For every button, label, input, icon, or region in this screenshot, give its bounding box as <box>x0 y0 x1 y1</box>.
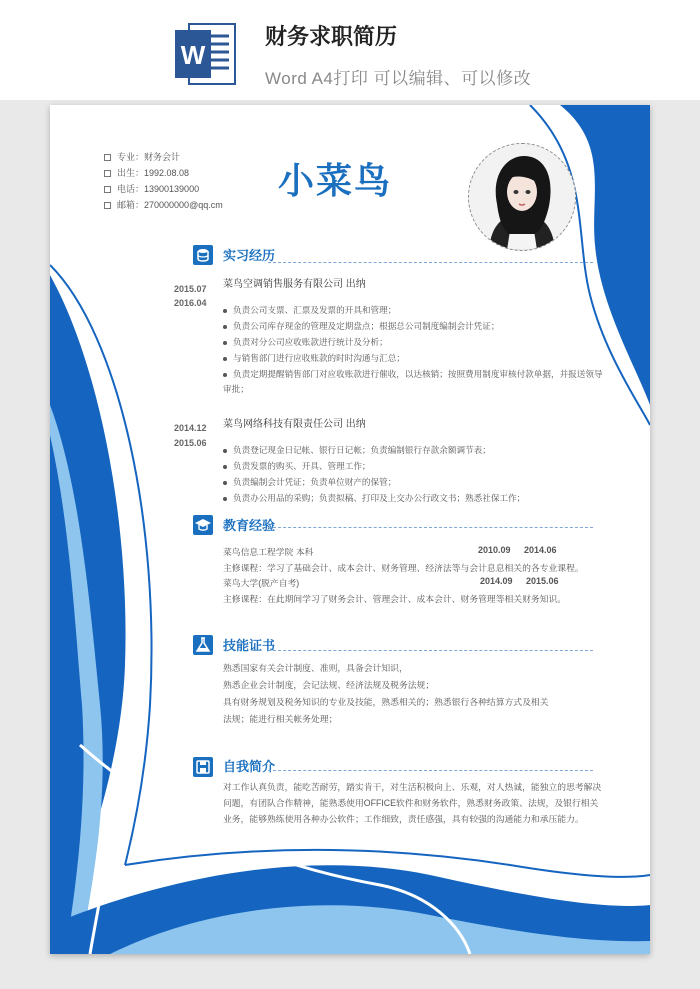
resume-page <box>50 105 650 954</box>
job-start-date: 2014.12 <box>174 423 207 433</box>
info-email: 邮箱：270000000@qq.cm <box>104 198 223 211</box>
school-end-date: 2014.06 <box>524 545 557 555</box>
job-bullet: 负责编制会计凭证；负责单位财产的保管； <box>223 475 603 490</box>
school-name: 菜鸟信息工程学院 本科 <box>223 547 314 557</box>
info-phone: 电话：13900139000 <box>104 182 199 195</box>
section-divider <box>268 770 593 771</box>
candidate-name: 小菜鸟 <box>278 160 393 201</box>
school-name: 菜鸟大学(脱产自考) <box>223 578 300 588</box>
info-major: 专业：财务会计 <box>104 150 180 163</box>
job-bullet: 负责登记现金日记帐、银行日记帐；负责编制银行存款余额调节表； <box>223 443 603 458</box>
avatar <box>468 143 576 251</box>
section-divider <box>268 527 593 528</box>
info-birth: 出生：1992.08.08 <box>104 166 189 179</box>
job-company: 菜鸟网络科技有限责任公司 出纳 <box>223 419 366 430</box>
flask-icon <box>193 635 213 655</box>
section-title-skills: 技能证书 <box>223 638 276 653</box>
job-bullet: 负责公司库存现金的管理及定期盘点；根据总公司制度编制会计凭证； <box>223 319 603 334</box>
svg-text:W: W <box>180 40 206 70</box>
skill-line: 熟悉企业会计制度，会记法规、经济法规及税务法规； <box>223 680 435 690</box>
about-text: 对工作认真负责，能吃苦耐劳，踏实肯干，对生活积极向上、乐观，对人热诚，能独立的思考解决问题，有团队合作精神，能熟悉使用OFFICE软件和财务软件，熟悉财务政策、法规，及银行相关业务，能够熟练使用各种办公软件；工作细致，责任感强，具有较强的沟通能力和承压能力。 <box>223 782 602 824</box>
job-bullet: 负责公司支票、汇票及发票的开具和管理； <box>223 303 603 318</box>
header-bar <box>0 0 700 100</box>
section-title-internship: 实习经历 <box>223 248 276 263</box>
save-icon <box>193 757 213 777</box>
job-bullet: 与销售部门进行应收账款的时时沟通与汇总； <box>223 351 603 366</box>
school-start-date: 2010.09 <box>478 545 511 555</box>
header-title: 财务求职简历 <box>265 24 398 49</box>
job-bullet: 负责办公用品的采购；负责拟稿、打印及上交办公行政文书；熟悉社保工作； <box>223 491 603 506</box>
section-title-about: 自我简介 <box>223 759 276 774</box>
section-title-education: 教育经验 <box>223 518 276 533</box>
skill-line: 法规；能进行相关帐务处理； <box>223 714 338 724</box>
job-bullet: 负责对分公司应收账款进行统计及分析； <box>223 335 603 350</box>
header-subtitle: Word A4打印 可以编辑、可以修改 <box>265 69 532 88</box>
job-end-date: 2015.06 <box>174 438 207 448</box>
word-icon <box>175 22 237 86</box>
job-end-date: 2016.04 <box>174 298 207 308</box>
skill-line: 具有财务规划及税务知识的专业及技能，熟悉相关的；熟悉银行各种结算方式及相关 <box>223 697 549 707</box>
skill-line: 熟悉国家有关会计制度、准则，具备会计知识， <box>223 663 408 673</box>
job-bullet: 负责定期提醒销售部门对应收账款进行催收，以达核销；按照费用制度审核付款单据，并报送领导审批； <box>223 369 603 394</box>
school-start-date: 2014.09 <box>480 576 513 586</box>
job-bullet: 负责发票的购买、开具、管理工作； <box>223 459 603 474</box>
school-end-date: 2015.06 <box>526 576 559 586</box>
section-divider <box>268 262 593 263</box>
school-courses: 主修课程：学习了基础会计、成本会计、财务管理、经济法等与会计息息相关的各专业课程。 <box>223 563 584 573</box>
section-divider <box>268 650 593 651</box>
job-start-date: 2015.07 <box>174 284 207 294</box>
job-company: 菜鸟空调销售服务有限公司 出纳 <box>223 279 366 290</box>
school-courses: 主修课程：在此期间学习了财务会计、管理会计、成本会计、财务管理等相关财务知识。 <box>223 594 567 604</box>
database-icon <box>193 245 213 265</box>
graduation-cap-icon <box>193 515 213 535</box>
